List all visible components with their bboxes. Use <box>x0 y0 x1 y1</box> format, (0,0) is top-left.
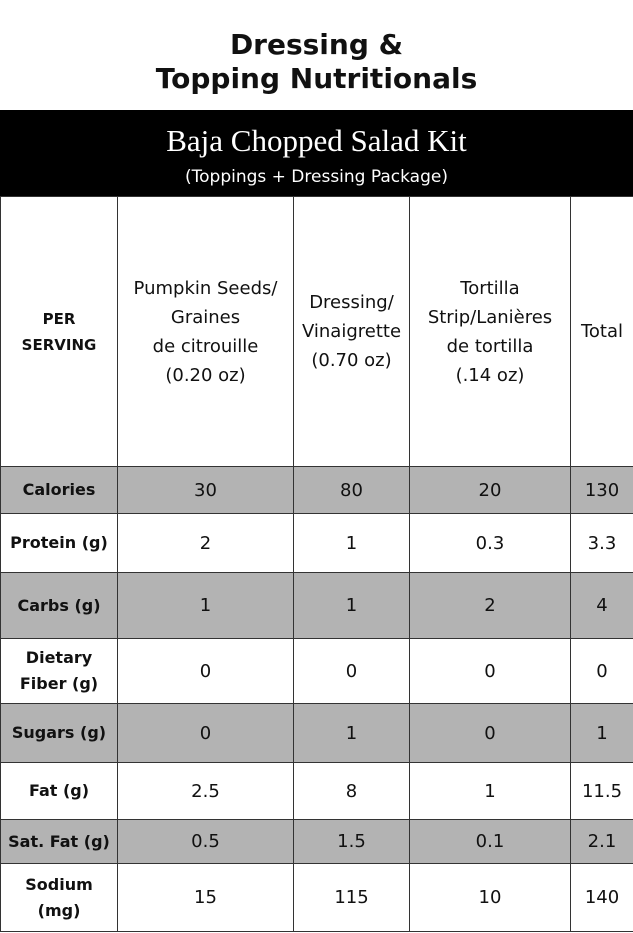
column-header-tortilla-strip <box>410 197 571 467</box>
value-cell-dressing: 8 <box>294 763 410 820</box>
row-label-line: (mg) <box>37 900 81 920</box>
value-cell-tortilla-strip: 2 <box>410 573 571 639</box>
row-label-line: Sodium <box>25 874 93 894</box>
row-label-line: Sat. Fat (g) <box>8 831 110 851</box>
value-cell-tortilla-strip: 0 <box>410 704 571 763</box>
column-header-pumpkin-seeds <box>118 197 294 467</box>
value-cell-pumpkin-seeds: 15 <box>118 864 294 932</box>
value-cell-total: 3.3 <box>571 514 633 573</box>
page-title <box>0 28 633 96</box>
nutrition-table-body <box>1 197 633 932</box>
page-title-line-2: Topping Nutritionals <box>155 62 478 95</box>
column-header-line: Pumpkin Seeds/ <box>133 277 278 299</box>
product-name: Baja Chopped Salad Kit <box>166 123 467 158</box>
row-label-line: Calories <box>22 480 96 499</box>
column-header-line: Strip/Lanières <box>427 306 553 328</box>
value-cell-tortilla-strip: 10 <box>410 864 571 932</box>
row-label <box>1 763 118 820</box>
value-cell-pumpkin-seeds: 30 <box>118 467 294 514</box>
column-header-line: Total <box>580 321 624 342</box>
value-cell-dressing: 115 <box>294 864 410 932</box>
row-label-line: Fat (g) <box>28 781 90 800</box>
value-cell-tortilla-strip: 20 <box>410 467 571 514</box>
value-cell-dressing: 0 <box>294 639 410 704</box>
column-header-line: (0.20 oz) <box>165 364 246 386</box>
column-header-line: de tortilla <box>446 335 534 357</box>
value-cell-total: 4 <box>571 573 633 639</box>
column-header-line: (0.70 oz) <box>311 350 392 371</box>
product-banner <box>0 110 633 196</box>
row-label <box>1 639 118 704</box>
row-label-line: Dietary <box>25 648 93 667</box>
column-header-line: de citrouille <box>152 335 259 357</box>
row-label <box>1 864 118 932</box>
column-header-total <box>571 197 633 467</box>
table-row <box>1 467 633 514</box>
row-label <box>1 514 118 573</box>
value-cell-pumpkin-seeds: 2.5 <box>118 763 294 820</box>
column-header-line: Dressing/ <box>309 292 394 313</box>
value-cell-total: 130 <box>571 467 633 514</box>
value-cell-dressing: 1 <box>294 514 410 573</box>
table-row <box>1 763 633 820</box>
table-row <box>1 704 633 763</box>
value-cell-total: 1 <box>571 704 633 763</box>
table-row <box>1 639 633 704</box>
row-label <box>1 704 118 763</box>
value-cell-pumpkin-seeds: 2 <box>118 514 294 573</box>
value-cell-pumpkin-seeds: 1 <box>118 573 294 639</box>
product-subtitle: (Toppings + Dressing Package) <box>185 167 448 187</box>
per-serving-header <box>1 197 118 467</box>
value-cell-pumpkin-seeds: 0 <box>118 639 294 704</box>
row-label <box>1 820 118 864</box>
value-cell-dressing: 1 <box>294 573 410 639</box>
value-cell-tortilla-strip: 0.1 <box>410 820 571 864</box>
value-cell-total: 2.1 <box>571 820 633 864</box>
column-header-line: (.14 oz) <box>455 364 525 386</box>
table-header-row <box>1 197 633 467</box>
column-header-line: Graines <box>170 306 241 328</box>
value-cell-total: 140 <box>571 864 633 932</box>
value-cell-dressing: 80 <box>294 467 410 514</box>
value-cell-total: 11.5 <box>571 763 633 820</box>
row-label-line: Carbs (g) <box>17 595 101 615</box>
column-header-line: Tortilla <box>460 277 520 299</box>
row-label <box>1 573 118 639</box>
value-cell-tortilla-strip: 0 <box>410 639 571 704</box>
nutrition-table <box>0 196 633 932</box>
value-cell-dressing: 1.5 <box>294 820 410 864</box>
value-cell-total: 0 <box>571 639 633 704</box>
column-header-line: Vinaigrette <box>301 321 402 342</box>
value-cell-tortilla-strip: 0.3 <box>410 514 571 573</box>
row-label-line: Fiber (g) <box>19 674 99 693</box>
row-label-line: Sugars (g) <box>11 723 107 742</box>
value-cell-pumpkin-seeds: 0 <box>118 704 294 763</box>
table-row <box>1 864 633 932</box>
per-serving-line-2: SERVING <box>21 335 97 354</box>
table-row <box>1 514 633 573</box>
value-cell-pumpkin-seeds: 0.5 <box>118 820 294 864</box>
row-label <box>1 467 118 514</box>
table-row <box>1 820 633 864</box>
per-serving-line-1: PER <box>42 309 76 328</box>
value-cell-dressing: 1 <box>294 704 410 763</box>
row-label-line: Protein (g) <box>10 533 108 552</box>
value-cell-tortilla-strip: 1 <box>410 763 571 820</box>
column-header-dressing <box>294 197 410 467</box>
table-row <box>1 573 633 639</box>
page-title-line-1: Dressing & <box>229 28 404 61</box>
